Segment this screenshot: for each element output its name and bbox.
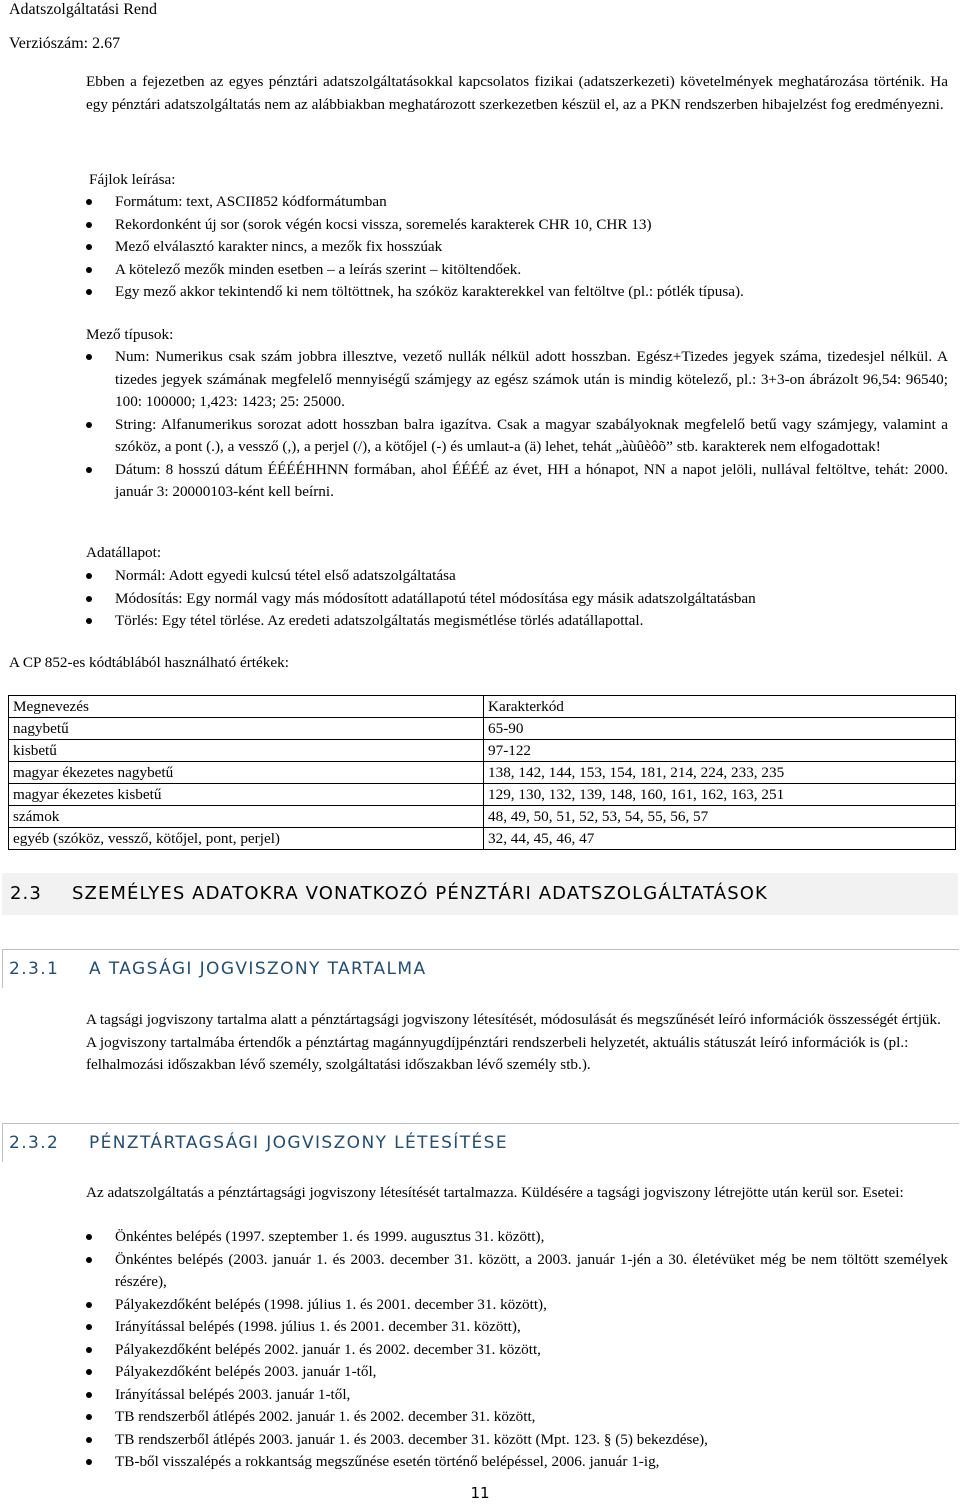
bullet-icon xyxy=(86,1347,92,1353)
cp852-table xyxy=(8,695,956,850)
list-item: Num: Numerikus csak szám jobbra illesztve, vezető nullák nélkül adott hosszban. Egész+Tizedes jegyek száma, tizedesjel nélkül. A tizedes jegyek számának megfelelő mennyiségű számjegy az egész számok után is mindig kötelező, pl.: 3+3-on ábrázolt 96,54: 96540; 100: 100000; 1,423: 1423; 25: 25000. xyxy=(86,346,948,414)
table-cell: magyar ékezetes nagybetű xyxy=(9,762,484,784)
version-number: Verziószám: 2.67 xyxy=(9,35,121,52)
bullet-icon xyxy=(86,596,92,602)
table-row xyxy=(9,784,956,806)
bullet-icon xyxy=(86,573,92,579)
field-types-heading: Mező típusok: xyxy=(86,326,174,343)
section-heading-2-3 xyxy=(2,873,958,915)
list-item: Törlés: Egy tétel törlése. Az eredeti adatszolgáltatás megismétlése törlés adatállapottal. xyxy=(86,610,948,633)
bullet-icon xyxy=(86,1302,92,1308)
section-2-3-2-body: Az adatszolgáltatás a pénztártagsági jogviszony létesítését tartalmazza. Küldésére a tagsági jogviszony létrejötte után kerül sor. Esetei: xyxy=(86,1184,904,1201)
section-heading-2-3-2 xyxy=(2,1123,959,1162)
section-title: SZEMÉLYES ADATOKRA VONATKOZÓ PÉNZTÁRI ADATSZOLGÁLTATÁSOK xyxy=(72,883,768,904)
bullet-icon xyxy=(86,199,92,205)
list-item: Irányítással belépés 2003. január 1-től, xyxy=(86,1384,948,1407)
bullet-icon xyxy=(86,1324,92,1330)
list-item: Irányítással belépés (1998. július 1. és 2001. december 31. között), xyxy=(86,1316,948,1339)
table-cell: nagybetű xyxy=(9,718,484,740)
bullet-icon xyxy=(86,467,92,473)
list-item: Normál: Adott egyedi kulcsú tétel első adatszolgáltatása xyxy=(86,565,948,588)
bullet-icon xyxy=(86,618,92,624)
table-row xyxy=(9,828,956,850)
table-row xyxy=(9,762,956,784)
section-number: 2.3.1 xyxy=(9,959,60,979)
bullet-icon xyxy=(86,244,92,250)
table-cell: számok xyxy=(9,806,484,828)
page-number: 11 xyxy=(470,1484,490,1502)
table-cell: 48, 49, 50, 51, 52, 53, 54, 55, 56, 57 xyxy=(484,806,956,828)
table-cell: magyar ékezetes kisbetű xyxy=(9,784,484,806)
bullet-icon xyxy=(86,422,92,428)
section-heading-2-3-1 xyxy=(2,949,959,988)
bullet-icon xyxy=(86,1392,92,1398)
list-item: Formátum: text, ASCII852 kódformátumban xyxy=(86,191,948,214)
list-item: Rekordonként új sor (sorok végén kocsi vissza, soremelés karakterek CHR 10, CHR 13) xyxy=(86,214,948,237)
bullet-icon xyxy=(86,1437,92,1443)
list-item: Önkéntes belépés (2003. január 1. és 2003. december 31. között, a 2003. január 1-jén a 30. életévüket még be nem töltött személyek részére), xyxy=(86,1249,948,1294)
list-item: Dátum: 8 hosszú dátum ÉÉÉÉHHNN formában, ahol ÉÉÉÉ az évet, HH a hónapot, NN a napot jelöli, nullával feltöltve, tehát: 2000. január 3: 20000103-ként kell beírni. xyxy=(86,459,948,504)
section-number: 2.3.2 xyxy=(9,1133,60,1153)
section-title: A TAGSÁGI JOGVISZONY TARTALMA xyxy=(89,959,427,979)
list-item: Mező elválasztó karakter nincs, a mezők fix hosszúak xyxy=(86,236,948,259)
list-item: Pályakezdőként belépés (1998. július 1. és 2001. december 31. között), xyxy=(86,1294,948,1317)
table-cell: 65-90 xyxy=(484,718,956,740)
list-item: A kötelező mezők minden esetben – a leírás szerint – kitöltendőek. xyxy=(86,259,948,282)
table-cell: 97-122 xyxy=(484,740,956,762)
table-row xyxy=(9,740,956,762)
table-cell: egyéb (szóköz, vessző, kötőjel, pont, perjel) xyxy=(9,828,484,850)
list-item: TB-ből visszalépés a rokkantság megszűnése esetén történő belépéssel, 2006. január 1-ig, xyxy=(86,1451,948,1474)
intro-paragraph: Ebben a fejezetben az egyes pénztári adatszolgáltatásokkal kapcsolatos fizikai (adatszerkezeti) követelmények meghatározása történik. Ha egy pénztári adatszolgáltatás nem az alábbiakban meghatározott szerkezetben készül el, az a PKN rendszerben hibajelzést fog eredményezni. xyxy=(86,73,948,113)
list-item: Önkéntes belépés (1997. szeptember 1. és 1999. augusztus 31. között), xyxy=(86,1226,948,1249)
list-item: Módosítás: Egy normál vagy más módosított adatállapotú tétel módosítása egy másik adatszolgáltatásban xyxy=(86,588,948,611)
list-item: Egy mező akkor tekintendő ki nem töltöttnek, ha szóköz karakterekkel van feltöltve (pl.: pótlék típusa). xyxy=(86,281,948,304)
bullet-icon xyxy=(86,1414,92,1420)
bullet-icon xyxy=(86,222,92,228)
bullet-icon xyxy=(86,267,92,273)
state-heading: Adatállapot: xyxy=(86,544,162,561)
bullet-icon xyxy=(86,1257,92,1263)
document-title: Adatszolgáltatási Rend xyxy=(9,1,157,18)
cp852-heading: A CP 852-es kódtáblából használható értékek: xyxy=(9,654,289,671)
files-list xyxy=(86,191,948,304)
section-title: PÉNZTÁRTAGSÁGI JOGVISZONY LÉTESÍTÉSE xyxy=(89,1133,508,1153)
table-cell: 129, 130, 132, 139, 148, 160, 161, 162, 163, 251 xyxy=(484,784,956,806)
bullet-icon xyxy=(86,289,92,295)
table-cell: 138, 142, 144, 153, 154, 181, 214, 224, 233, 235 xyxy=(484,762,956,784)
section-2-3-1-body: A tagsági jogviszony tartalma alatt a pénztártagsági jogviszony létesítését, módosulását és megszűnését leíró információk összességét értjük. A jogviszony tartalmába értendők a pénztártag magánnyugdíjpénztári rendszerbeli helyzetét, aktuális státuszát leíró információk is (pl.: felhalmozási időszakban lévő személy, szolgáltatási időszakban lévő személy stb.). xyxy=(86,1011,941,1073)
entry-cases-list xyxy=(86,1226,948,1474)
table-row xyxy=(9,718,956,740)
bullet-icon xyxy=(86,1459,92,1465)
bullet-icon xyxy=(86,354,92,360)
table-header-row xyxy=(9,696,956,718)
section-number: 2.3 xyxy=(10,883,42,904)
list-item: TB rendszerből átlépés 2002. január 1. és 2002. december 31. között, xyxy=(86,1406,948,1429)
files-heading: Fájlok leírása: xyxy=(89,171,176,188)
bullet-icon xyxy=(86,1234,92,1240)
list-item: String: Alfanumerikus sorozat adott hosszban balra igazítva. Csak a magyar szabályoknak megfelelő betű vagy számjegy, valamint a szóköz, a pont (.), a vessző (,), a perjel (/), a kötőjel (-) és umlaut-a (ä) lehet, tehát „àùûèôõ” stb. karakterek nem elfogadottak! xyxy=(86,414,948,459)
list-item: TB rendszerből átlépés 2003. január 1. és 2003. december 31. között (Mpt. 123. § (5) bekezdése), xyxy=(86,1429,948,1452)
list-item: Pályakezdőként belépés 2003. január 1-től, xyxy=(86,1361,948,1384)
table-row xyxy=(9,806,956,828)
list-item: Pályakezdőként belépés 2002. január 1. és 2002. december 31. között, xyxy=(86,1339,948,1362)
table-header-cell: Karakterkód xyxy=(484,696,956,718)
state-list xyxy=(86,565,948,633)
field-types-list xyxy=(86,346,948,504)
table-cell: 32, 44, 45, 46, 47 xyxy=(484,828,956,850)
table-cell: kisbetű xyxy=(9,740,484,762)
table-header-cell: Megnevezés xyxy=(9,696,484,718)
bullet-icon xyxy=(86,1369,92,1375)
